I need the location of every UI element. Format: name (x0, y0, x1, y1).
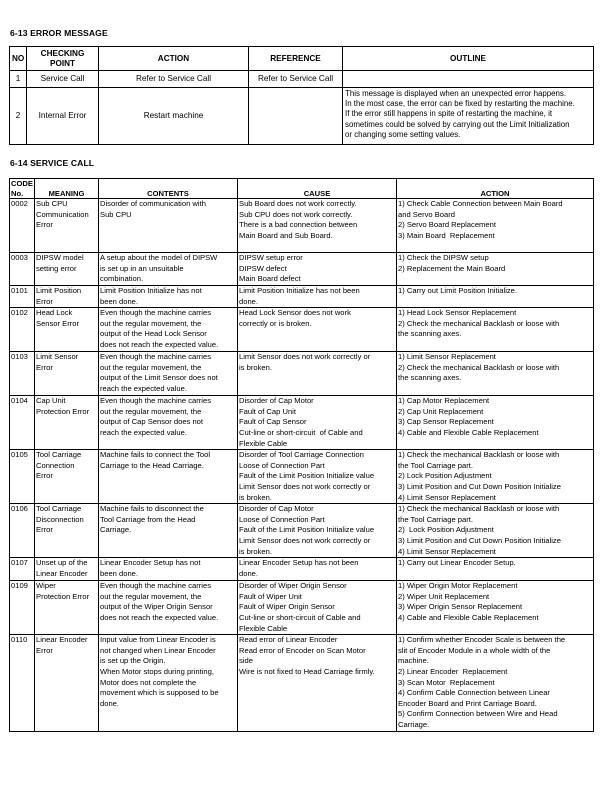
service-action (397, 199, 594, 253)
service-meaning (35, 396, 99, 450)
service-contents-line: out the regular movement, the (100, 362, 202, 372)
service-contents-line: Machine fails to connect the Tool (100, 450, 211, 460)
header-checking-point-line1: CHECKING (40, 48, 85, 58)
service-cause-line: Limit Sensor does not work correctly or (239, 352, 371, 362)
service-meaning-line: Head Lock (36, 308, 73, 318)
service-cause-line: Wire is not fixed to Head Carriage firmly. (239, 666, 375, 676)
service-cause-line: done. (239, 296, 259, 306)
service-action-line: the Tool Carriage part. (398, 460, 473, 470)
service-meaning (35, 352, 99, 396)
error-outline (343, 71, 594, 88)
service-cause-line: Cut-line or short-circuit of Cable and (239, 612, 361, 622)
error-message-table (9, 46, 594, 145)
outline-line: In the most case, the error can be fixed by restarting the machine. (345, 99, 575, 109)
service-contents-line: Sub CPU (100, 209, 132, 219)
service-contents (99, 396, 238, 450)
header-reference: REFERENCE (249, 47, 343, 71)
service-action-line: 2) Check the mechanical Backlash or loose with (398, 362, 560, 372)
service-cause-line: Loose of Connection Part (239, 460, 325, 470)
service-action-line: Carriage. (398, 719, 430, 729)
service-contents (99, 286, 238, 308)
service-action-line: 1) Check Cable Connection between Main Board (398, 199, 563, 208)
service-contents (99, 308, 238, 352)
service-code: 0107 (10, 558, 35, 581)
service-meaning-line: Protection Error (36, 406, 90, 416)
service-cause (238, 199, 397, 253)
service-cause-line: Limit Position Initialize has not been (239, 286, 360, 295)
header-cause: CAUSE (238, 179, 397, 199)
service-contents-line: Disorder of communication with (100, 199, 206, 208)
service-action-line: 2) Replacement the Main Board (398, 263, 506, 273)
service-contents (99, 352, 238, 396)
service-action-line: 3) Cap Sensor Replacement (398, 417, 494, 427)
service-contents-line: been done. (100, 568, 139, 578)
service-meaning-line: setting error (36, 263, 77, 273)
service-cause-line: Cut-line or short-circuit of Cable and (239, 427, 363, 437)
error-reference: Refer to Service Call (249, 71, 343, 88)
service-cause-line: Fault of the Limit Position Initialize value (239, 525, 375, 535)
service-cause-line: DIPSW setup error (239, 253, 303, 262)
service-contents-line: Carriage to the Head Carriage. (100, 460, 204, 470)
service-cause-line: Fault of the Limit Position Initialize value (239, 471, 375, 481)
error-row (10, 88, 594, 145)
service-action-line: 1) Head Lock Sensor Replacement (398, 308, 517, 318)
service-meaning-line: Limit Position (36, 286, 82, 295)
error-no: 1 (10, 71, 27, 88)
service-contents (99, 558, 238, 581)
service-code: 0106 (10, 504, 35, 558)
service-contents-line: out the regular movement, the (100, 591, 202, 601)
service-meaning-line: Error (36, 645, 53, 655)
outline-line: or changing some setting values. (345, 129, 461, 139)
service-code: 0103 (10, 352, 35, 396)
service-call-row (10, 504, 594, 558)
service-cause-line: done. (239, 568, 259, 578)
service-call-row (10, 286, 594, 308)
service-contents-line: movement which is supposed to be (100, 688, 219, 698)
outline-line: This message is displayed when an unexpected error happens. (345, 89, 567, 98)
service-action-line: machine. (398, 656, 429, 666)
header-contents: CONTENTS (99, 179, 238, 199)
service-action-line: 4) Limit Sensor Replacement (398, 492, 496, 502)
service-cause-line: Fault of Cap Sensor (239, 417, 307, 427)
service-contents-line: does not reach the expected value. (100, 339, 219, 349)
service-code: 0102 (10, 308, 35, 352)
service-contents-line: Carriage. (100, 525, 132, 535)
service-action-line: 2) Lock Position Adjustment (398, 471, 492, 481)
service-call-row (10, 199, 594, 253)
outline-line: sometimes could be solved by carrying out the Limit Initialization (345, 119, 570, 129)
service-table-body (10, 199, 594, 732)
service-contents-line: out the regular movement, the (100, 318, 202, 328)
service-cause-line: Read error of Linear Encoder (239, 635, 338, 645)
service-cause (238, 253, 397, 286)
service-meaning (35, 504, 99, 558)
service-code: 0003 (10, 253, 35, 286)
header-code-line2: No. (11, 188, 24, 198)
service-meaning-line: Error (36, 220, 53, 230)
service-action-line: 3) Scan Motor Replacement (398, 677, 495, 687)
service-action (397, 286, 594, 308)
service-contents (99, 581, 238, 635)
service-cause-line: Disorder of Tool Carriage Connection (239, 450, 364, 460)
service-code: 0105 (10, 450, 35, 504)
section-heading-service-call: 6-14 SERVICE CALL (10, 158, 95, 168)
service-cause-line: Disorder of Cap Motor (239, 396, 314, 406)
service-action (397, 581, 594, 635)
service-action-line: 4) Limit Sensor Replacement (398, 546, 496, 556)
service-action-line: 1) Check the DIPSW setup (398, 253, 489, 262)
error-table-header-row (10, 47, 594, 71)
service-call-table (9, 178, 594, 732)
service-cause (238, 352, 397, 396)
service-cause (238, 396, 397, 450)
service-cause-line: correctly or is broken. (239, 318, 312, 328)
service-contents-line: Input value from Linear Encoder is (100, 635, 216, 645)
service-cause (238, 558, 397, 581)
service-cause-line: Main Board defect (239, 274, 301, 284)
service-action-line: 1) Cap Motor Replacement (398, 396, 490, 406)
service-cause-line: is broken. (239, 362, 272, 372)
service-action (397, 253, 594, 286)
service-cause-line: Fault of Wiper Unit (239, 591, 302, 601)
service-cause-line: is broken. (239, 492, 272, 502)
service-action-line: 3) Wiper Origin Sensor Replacement (398, 602, 523, 612)
service-cause-line: Sub CPU does not work correctly. (239, 209, 353, 219)
service-action-line: the scanning axes. (398, 373, 462, 383)
service-cause-line: Fault of Cap Unit (239, 406, 296, 416)
service-action (397, 308, 594, 352)
service-meaning-line: Linear Encoder (36, 568, 88, 578)
service-cause-line: Disorder of Cap Motor (239, 504, 314, 514)
section-heading-error-message: 6-13 ERROR MESSAGE (10, 28, 108, 38)
header-code-line1: CODE (11, 179, 33, 189)
service-contents-line: output of the Limit Sensor does not (100, 373, 218, 383)
service-action-line: 4) Confirm Cable Connection between Linear (398, 688, 550, 698)
service-contents (99, 450, 238, 504)
service-meaning-line: Sensor Error (36, 318, 80, 328)
service-action-line: 3) Main Board Replacement (398, 230, 495, 240)
service-meaning (35, 450, 99, 504)
service-action-line: 1) Check the mechanical Backlash or loose with (398, 450, 560, 460)
service-action-line: 1) Confirm whether Encoder Scale is between the (398, 635, 566, 645)
service-action-line: 2) Check the mechanical Backlash or loose with (398, 318, 560, 328)
service-action-line: 2) Cap Unit Replacement (398, 406, 484, 416)
service-cause (238, 308, 397, 352)
service-meaning-line: Error (36, 471, 53, 481)
service-meaning-line: Protection Error (36, 591, 90, 601)
service-code: 0104 (10, 396, 35, 450)
service-contents-line: output of Cap Sensor does not (100, 417, 204, 427)
header-outline: OUTLINE (343, 47, 594, 71)
error-outline (343, 88, 594, 145)
service-contents-line: does not reach the expected value. (100, 612, 219, 622)
service-action-line: 4) Cable and Flexible Cable Replacement (398, 612, 539, 622)
service-cause-line: Sub Board does not work correctly. (239, 199, 357, 208)
service-action (397, 396, 594, 450)
service-contents-line: done. (100, 698, 120, 708)
service-contents-line: Motor does not complete the (100, 677, 197, 687)
service-call-row (10, 308, 594, 352)
service-call-row (10, 450, 594, 504)
service-contents-line: A setup about the model of DIPSW (100, 253, 218, 262)
service-contents-line: combination. (100, 274, 144, 284)
service-action (397, 635, 594, 731)
service-action (397, 504, 594, 558)
service-code: 0101 (10, 286, 35, 308)
service-action (397, 558, 594, 581)
service-call-row (10, 581, 594, 635)
service-cause-line: Flexible Cable (239, 623, 288, 633)
service-cause-line: Flexible Cable (239, 438, 288, 448)
service-contents-line: Even though the machine carries (100, 581, 212, 591)
service-meaning (35, 199, 99, 253)
service-meaning-line: Communication (36, 209, 89, 219)
service-code: 0002 (10, 199, 35, 253)
header-checking-point (27, 47, 99, 71)
service-cause (238, 504, 397, 558)
service-cause-line: DIPSW defect (239, 263, 287, 273)
service-meaning-line: Error (36, 362, 53, 372)
service-action-line: 4) Cable and Flexible Cable Replacement (398, 427, 539, 437)
service-contents-line: not changed when Linear Encoder (100, 645, 216, 655)
service-action-line: 5) Confirm Connection between Wire and Head (398, 709, 558, 719)
service-contents (99, 199, 238, 253)
service-meaning-line: Limit Sensor (36, 352, 79, 362)
service-cause-line: Fault of Wiper Origin Sensor (239, 602, 335, 612)
service-action-line: 3) Limit Position and Cut Down Position Initialize (398, 481, 561, 491)
service-contents-line: output of the Head Lock Sensor (100, 329, 207, 339)
service-cause-line: is broken. (239, 546, 272, 556)
error-no: 2 (10, 88, 27, 145)
header-code-no (10, 179, 35, 199)
error-checking-point: Service Call (27, 71, 99, 88)
service-meaning-line: Unset up of the (36, 558, 88, 568)
service-contents-line: been done. (100, 296, 139, 306)
service-contents-line: reach the expected value. (100, 427, 187, 437)
service-cause-line: Limit Sensor does not work correctly or (239, 535, 371, 545)
service-action-line: 1) Limit Sensor Replacement (398, 352, 496, 362)
service-contents-line: Even though the machine carries (100, 308, 212, 318)
service-action-line: 1) Carry out Linear Encoder Setup. (398, 558, 516, 568)
service-meaning-line: Cap Unit (36, 396, 66, 406)
service-cause (238, 450, 397, 504)
service-meaning-line: Sub CPU (36, 199, 68, 208)
service-action-line: slit of Encoder Module in a whole width of the (398, 645, 551, 655)
service-call-row (10, 635, 594, 731)
service-cause-line: Head Lock Sensor does not work (239, 308, 351, 318)
service-contents-line: is set up in an unsuitable (100, 263, 184, 273)
service-meaning-line: DIPSW model (36, 253, 84, 262)
outline-line: If the error still happens in spite of restarting the machine, it (345, 109, 553, 119)
service-meaning-line: Disconnection (36, 514, 84, 524)
service-contents-line: Even though the machine carries (100, 396, 212, 406)
service-action-line: 2) Linear Encoder Replacement (398, 666, 508, 676)
service-contents-line: output of the Wiper Origin Sensor (100, 602, 213, 612)
service-contents-line: When Motor stops during printing, (100, 666, 214, 676)
service-contents-line: Linear Encoder Setup has not (100, 558, 201, 568)
service-call-row (10, 352, 594, 396)
service-action-line: 1) Carry out Limit Position Initialize. (398, 286, 518, 295)
error-action: Restart machine (99, 88, 249, 145)
service-contents (99, 635, 238, 731)
service-cause (238, 581, 397, 635)
header-action: ACTION (397, 179, 594, 199)
service-cause-line: Loose of Connection Part (239, 514, 325, 524)
header-checking-point-line2: POINT (49, 58, 76, 68)
service-code: 0109 (10, 581, 35, 635)
service-contents-line: Even though the machine carries (100, 352, 212, 362)
service-action-line: 1) Wiper Origin Motor Replacement (398, 581, 518, 591)
service-cause-line: side (239, 656, 253, 666)
service-cause-line: There is a bad connection between (239, 220, 358, 230)
service-meaning (35, 635, 99, 731)
service-contents-line: Machine fails to disconnect the (100, 504, 204, 514)
header-action: ACTION (99, 47, 249, 71)
service-meaning-line: Wiper (36, 581, 56, 591)
service-action-line: 2) Wiper Unit Replacement (398, 591, 490, 601)
service-call-row (10, 253, 594, 286)
service-action-line: 2) Servo Board Replacement (398, 220, 496, 230)
service-meaning (35, 253, 99, 286)
service-contents (99, 504, 238, 558)
service-cause-line: Linear Encoder Setup has not been (239, 558, 359, 568)
service-meaning-line: Tool Carriage (36, 450, 82, 460)
service-contents-line: Limit Position Initialize has not (100, 286, 202, 295)
service-meaning-line: Tool Carriage (36, 504, 82, 514)
service-action-line: 3) Limit Position and Cut Down Position Initialize (398, 535, 561, 545)
service-action-line: and Servo Board (398, 209, 455, 219)
service-cause-line: Read error of Encoder on Scan Motor (239, 645, 366, 655)
service-meaning-line: Error (36, 525, 53, 535)
service-meaning (35, 286, 99, 308)
service-table-header-row (10, 179, 594, 199)
service-action (397, 352, 594, 396)
service-action-line: 2) Lock Position Adjustment (398, 525, 494, 535)
error-reference (249, 88, 343, 145)
service-call-row (10, 558, 594, 581)
error-checking-point: Internal Error (27, 88, 99, 145)
service-contents-line: out the regular movement, the (100, 406, 202, 416)
error-action: Refer to Service Call (99, 71, 249, 88)
service-action-line: 1) Check the mechanical Backlash or loose with (398, 504, 560, 514)
service-action-line: Encoder Board and Print Carriage Board. (398, 698, 537, 708)
header-no: NO (10, 47, 27, 71)
service-cause (238, 286, 397, 308)
service-cause-line: Limit Sensor does not work correctly or (239, 481, 371, 491)
service-call-row (10, 396, 594, 450)
service-meaning (35, 308, 99, 352)
service-contents-line: reach the expected value. (100, 383, 187, 393)
service-cause (238, 635, 397, 731)
service-code: 0110 (10, 635, 35, 731)
service-meaning-line: Error (36, 296, 53, 306)
service-cause-line: Main Board and Sub Board. (239, 230, 333, 240)
service-meaning (35, 558, 99, 581)
service-contents-line: Tool Carriage from the Head (100, 514, 196, 524)
service-contents (99, 253, 238, 286)
error-row (10, 71, 594, 88)
service-meaning-line: Connection (36, 460, 75, 470)
service-cause-line: Disorder of Wiper Origin Sensor (239, 581, 347, 591)
service-meaning (35, 581, 99, 635)
service-contents-line: is set up the Origin. (100, 656, 166, 666)
service-meaning-line: Linear Encoder (36, 635, 88, 645)
service-action-line: the scanning axes. (398, 329, 462, 339)
service-action (397, 450, 594, 504)
service-action-line: the Tool Carriage part. (398, 514, 473, 524)
header-meaning: MEANING (35, 179, 99, 199)
